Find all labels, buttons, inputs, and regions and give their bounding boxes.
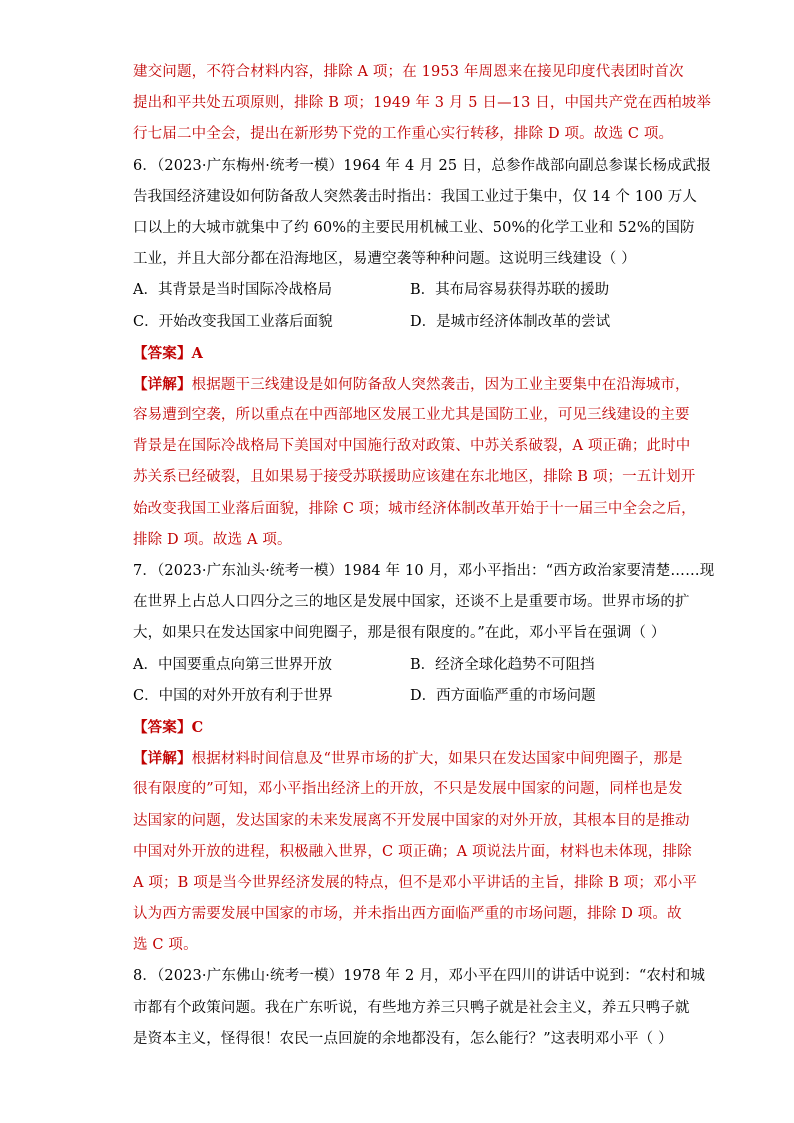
text-line: 行七届二中全会，提出在新形势下党的工作重心实行转移，排除 D 项。故选 C 项。 xyxy=(133,126,674,143)
question-stem-line: 是资本主义，怪得很！农民一点回旋的余地都没有，怎么能行？”这表明邓小平（ ） xyxy=(133,1030,673,1047)
explanation-text: 根据题干三线建设是如何防备敌人突然袭击，因为工业主要集中在沿海城市， xyxy=(191,376,690,393)
explanation xyxy=(133,369,696,556)
answer-line xyxy=(133,712,673,743)
explanation-line: 很有限度的”可知，邓小平指出经济上的开放，不只是发展中国家的问题，同样也是发 xyxy=(133,781,683,798)
explanation-line xyxy=(133,369,690,400)
option-c: C．开始改变我国工业落后面貌 xyxy=(133,313,333,330)
explanation-line: 达国家的问题，发达国家的未来发展离不开发展中国家的对外开放，其根本目的是推动 xyxy=(133,812,690,829)
explanation xyxy=(133,743,698,961)
prev-explanation xyxy=(133,57,712,151)
explanation-line: 排除 D 项。故选 A 项。 xyxy=(133,531,292,548)
options-row xyxy=(133,650,673,681)
option-b: B．经济全球化趋势不可阻挡 xyxy=(410,656,595,673)
explanation-line xyxy=(133,743,683,774)
question-stem-line: 告我国经济建设如何防备敌人突然袭击时指出：我国工业过于集中，仅 14 个 100 万人 xyxy=(133,188,698,205)
answer-value: C xyxy=(191,718,204,736)
question-6 xyxy=(133,151,712,556)
explanation-line: A 项；B 项是当今世界经济发展的特点，但不是邓小平讲话的主旨，排除 B 项；邓小平 xyxy=(133,874,698,891)
question-8 xyxy=(133,961,706,1055)
option-c: C．中国的对外开放有利于世界 xyxy=(133,687,333,704)
question-stem-line: 市都有个政策问题。我在广东听说，有些地方养三只鸭子就是社会主义，养五只鸭子就 xyxy=(133,999,690,1016)
option-d: D．西方面临严重的市场问题 xyxy=(410,687,596,704)
explanation-line: 容易遭到空袭，所以重点在中西部地区发展工业尤其是国防工业，可见三线建设的主要 xyxy=(133,407,690,424)
question-stem-line: 8．（2023·广东佛山·统考一模）1978 年 2 月，邓小平在四川的讲话中说到：“农村和城 xyxy=(133,968,706,985)
options-row xyxy=(133,275,673,306)
question-stem-line: 口以上的大城市就集中了约 60%的主要民用机械工业、50%的化学工业和 52%的国防 xyxy=(133,219,695,236)
explanation-line: 始改变我国工业落后面貌，排除 C 项；城市经济体制改革开始于十一届三中全会之后， xyxy=(133,500,696,517)
answer-value: A xyxy=(191,344,204,362)
question-stem-line: 6．（2023·广东梅州·统考一模）1964 年 4 月 25 日，总参作战部向副总参谋长杨成武报 xyxy=(133,157,712,174)
option-d: D．是城市经济体制改革的尝试 xyxy=(410,313,611,330)
explanation-line: 背景是在国际冷战格局下美国对中国施行敌对政策、中苏关系破裂，A 项正确；此时中 xyxy=(133,438,691,455)
options-row xyxy=(133,307,673,338)
options-row xyxy=(133,681,673,712)
text-line: 提出和平共处五项原则，排除 B 项；1949 年 3 月 5 日—13 日，中国共产党在西柏坡举 xyxy=(133,95,712,112)
explanation-text: 根据材料时间信息及“世界市场的扩大，如果只在发达国家中间兜圈子，那是 xyxy=(191,751,683,768)
explanation-line: 认为西方需要发展中国家的市场，并未指出西方面临严重的市场问题，排除 D 项。故 xyxy=(133,906,682,923)
explanation-line: 选 C 项。 xyxy=(133,937,198,954)
question-stem-line: 大，如果只在发达国家中间兜圈子，那是很有限度的。”在此，邓小平旨在强调（ ） xyxy=(133,625,666,642)
option-a: A．中国要重点向第三世界开放 xyxy=(133,656,332,673)
option-a: A．其背景是当时国际冷战格局 xyxy=(133,282,332,299)
detail-label: 【详解】 xyxy=(133,375,192,393)
explanation-line: 苏关系已经破裂，且如果易于接受苏联援助应该建在东北地区，排除 B 项；一五计划开 xyxy=(133,469,696,486)
text-line: 建交问题，不符合材料内容，排除 A 项；在 1953 年周恩来在接见印度代表团时首次 xyxy=(133,64,684,80)
answer-label: 【答案】 xyxy=(133,344,192,362)
answer-label: 【答案】 xyxy=(133,718,192,736)
document-page xyxy=(133,57,715,1055)
answer-line xyxy=(133,338,673,369)
detail-label: 【详解】 xyxy=(133,750,192,768)
question-stem-line: 7．（2023·广东汕头·统考一模）1984 年 10 月，邓小平指出：“西方政治家要清楚……现 xyxy=(133,563,715,579)
option-b: B．其布局容易获得苏联的援助 xyxy=(410,282,610,299)
explanation-line: 中国对外开放的进程，积极融入世界，C 项正确；A 项说法片面，材料也未体现，排除 xyxy=(133,843,692,860)
question-stem-line: 工业，并且大部分都在沿海地区，易遭空袭等种种问题。这说明三线建设（ ） xyxy=(133,251,636,268)
question-7 xyxy=(133,556,715,961)
question-stem-line: 在世界上占总人口四分之三的地区是发展中国家，还谈不上是重要市场。世界市场的扩 xyxy=(133,594,690,611)
